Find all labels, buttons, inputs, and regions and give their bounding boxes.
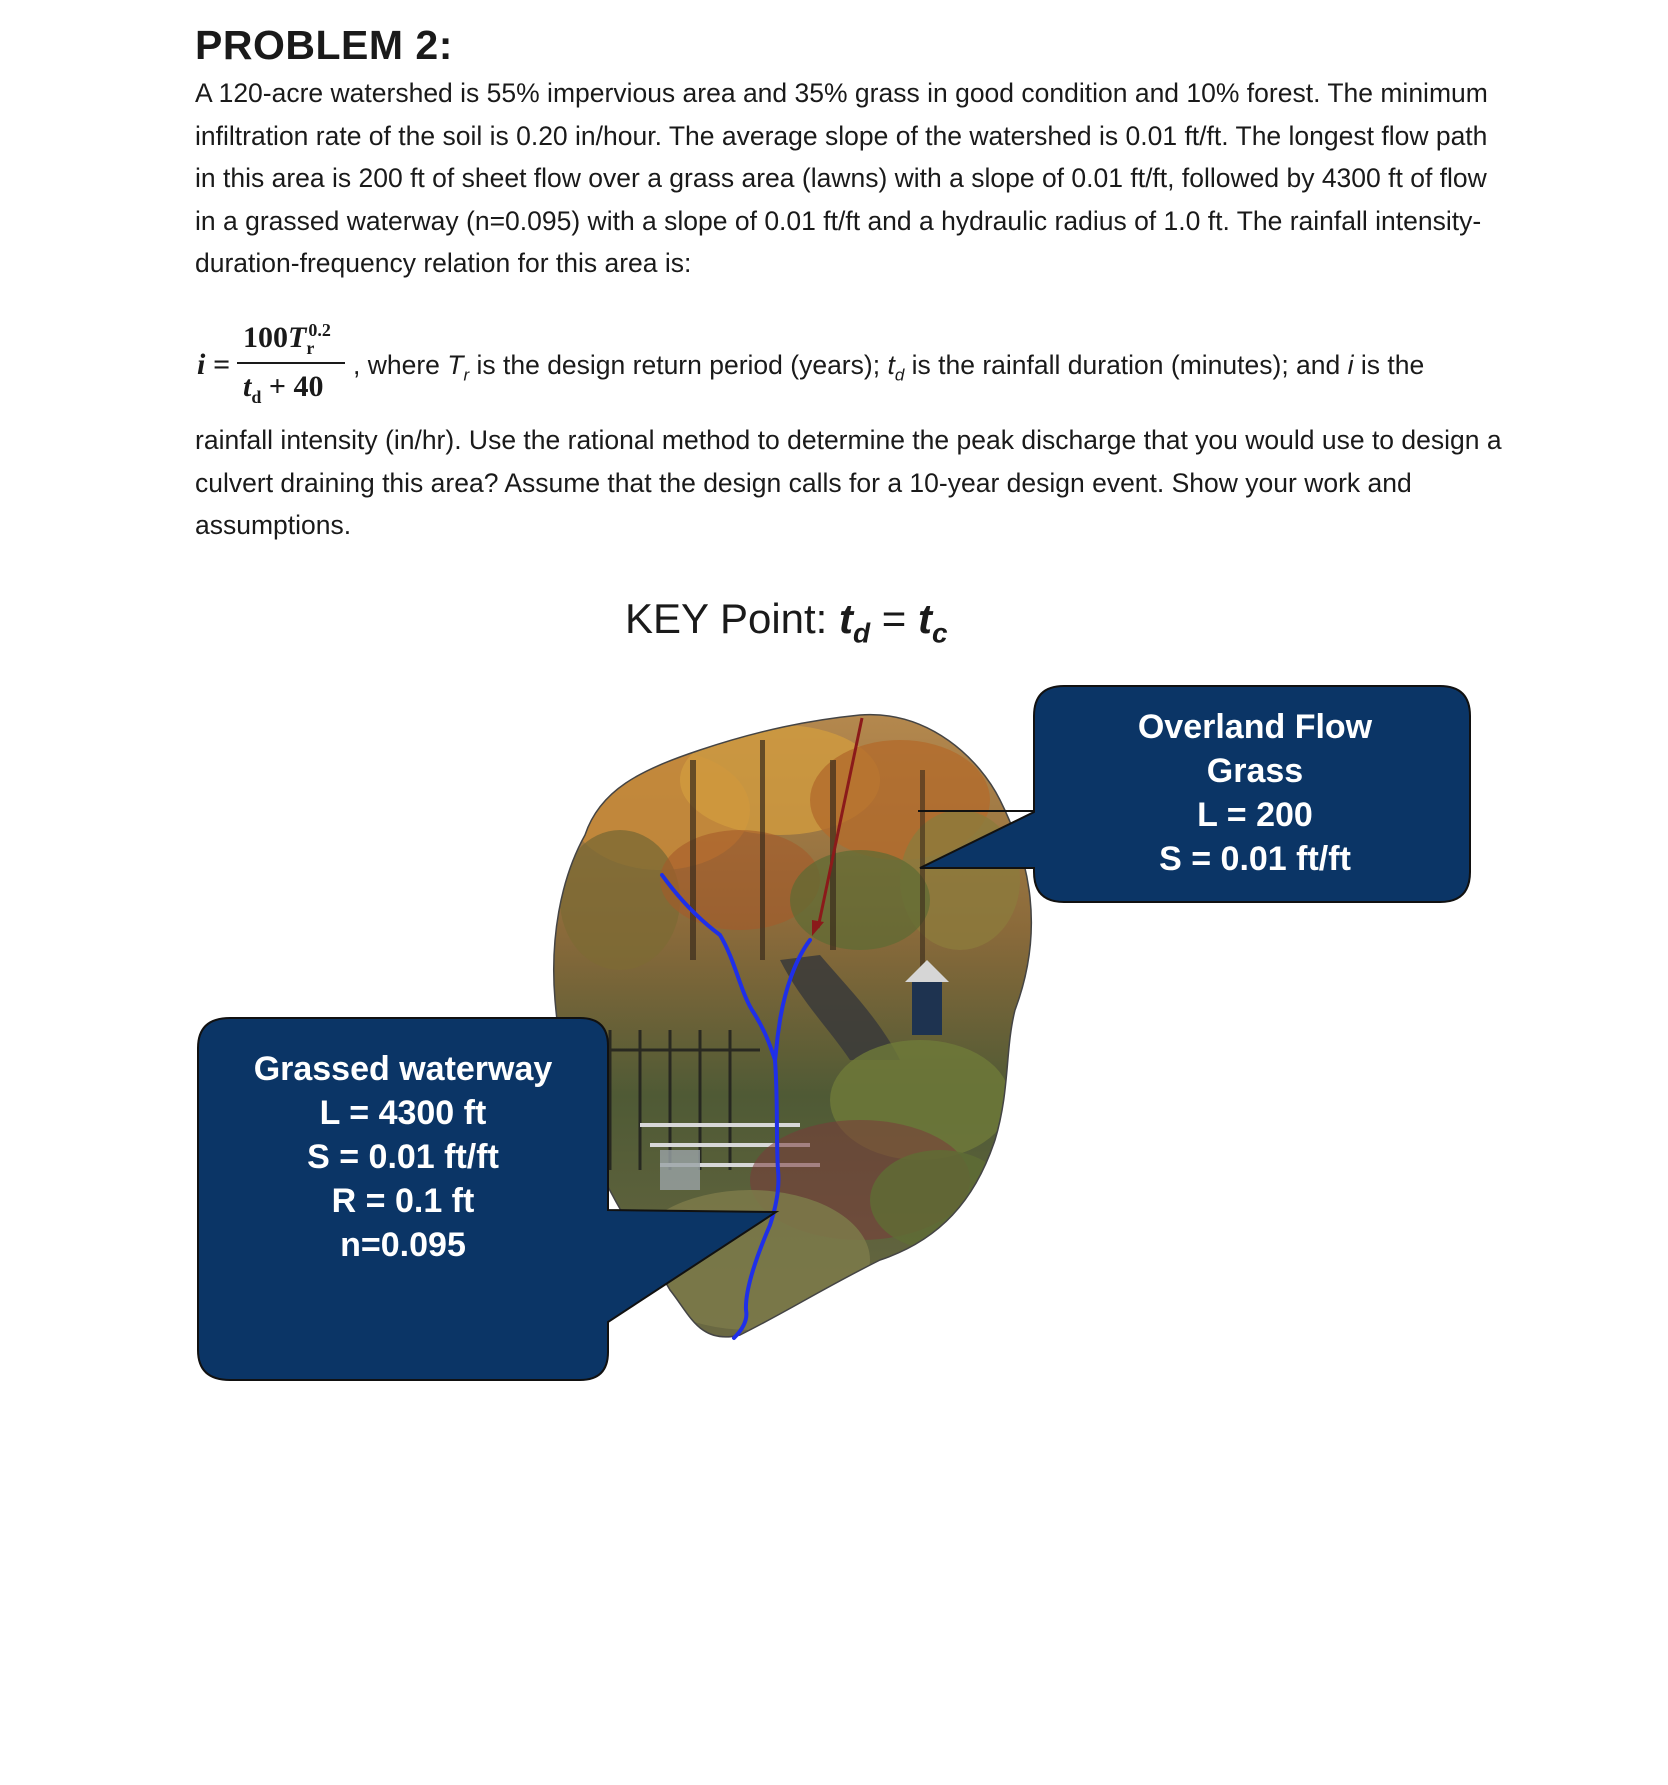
overland-callout-line: Overland Flow (1137, 708, 1373, 746)
formula-denominator: $t_d + 40$ (243, 370, 324, 407)
formula-numerator: $100T_r^{0.2}$ (243, 320, 331, 358)
key-point-heading: KEY Point: $t_d = t_c$ (625, 595, 948, 649)
waterway-callout-line: S = 0.01 ft/ft (307, 1138, 499, 1176)
problem-title: PROBLEM 2: (195, 22, 453, 68)
overland-callout-line: L = 200 (1197, 796, 1313, 834)
overland-callout-text (1035, 705, 1475, 881)
problem-statement-paragraph-1: A 120-acre watershed is 55% impervious area and 35% grass in good condition and 10% forest. The minimum infiltration rate of the soil is 0.20 in/hour. The average slope of the watershed is 0.01 ft/ft. The longest flow path in this area is 200 ft of sheet flow over a grass area (lawns) with a slope of 0.01 ft/ft, followed by 4300 ft of flow in a grassed waterway (n=0.095) with a slope of 0.01 ft/ft and a hydraulic radius of 1.0 ft. The rainfall intensity-duration-frequency relation for this area is: (195, 78, 1488, 279)
formula-lhs: i = (197, 348, 230, 381)
overland-callout-line: Grass (1206, 752, 1304, 790)
formula-definitions: , where $T_r$ is the design return period (years); $t_d$ is the rainfall duration (minutes); and i is the (353, 350, 1425, 385)
waterway-callout-line: n=0.095 (340, 1226, 466, 1264)
overland-callout-line: S = 0.01 ft/ft (1159, 840, 1351, 878)
waterway-callout-line: R = 0.1 ft (331, 1182, 475, 1220)
problem-statement-paragraph-2: rainfall intensity (in/hr). Use the rational method to determine the peak discharge that you would use to design a culvert draining this area? Assume that the design calls for a 10-year design event. Show your work and assumptions. (195, 425, 1502, 541)
waterway-callout-line: Grassed waterway (253, 1050, 553, 1088)
waterway-callout-text (198, 1047, 608, 1267)
waterway-callout-line: L = 4300 ft (319, 1094, 487, 1132)
